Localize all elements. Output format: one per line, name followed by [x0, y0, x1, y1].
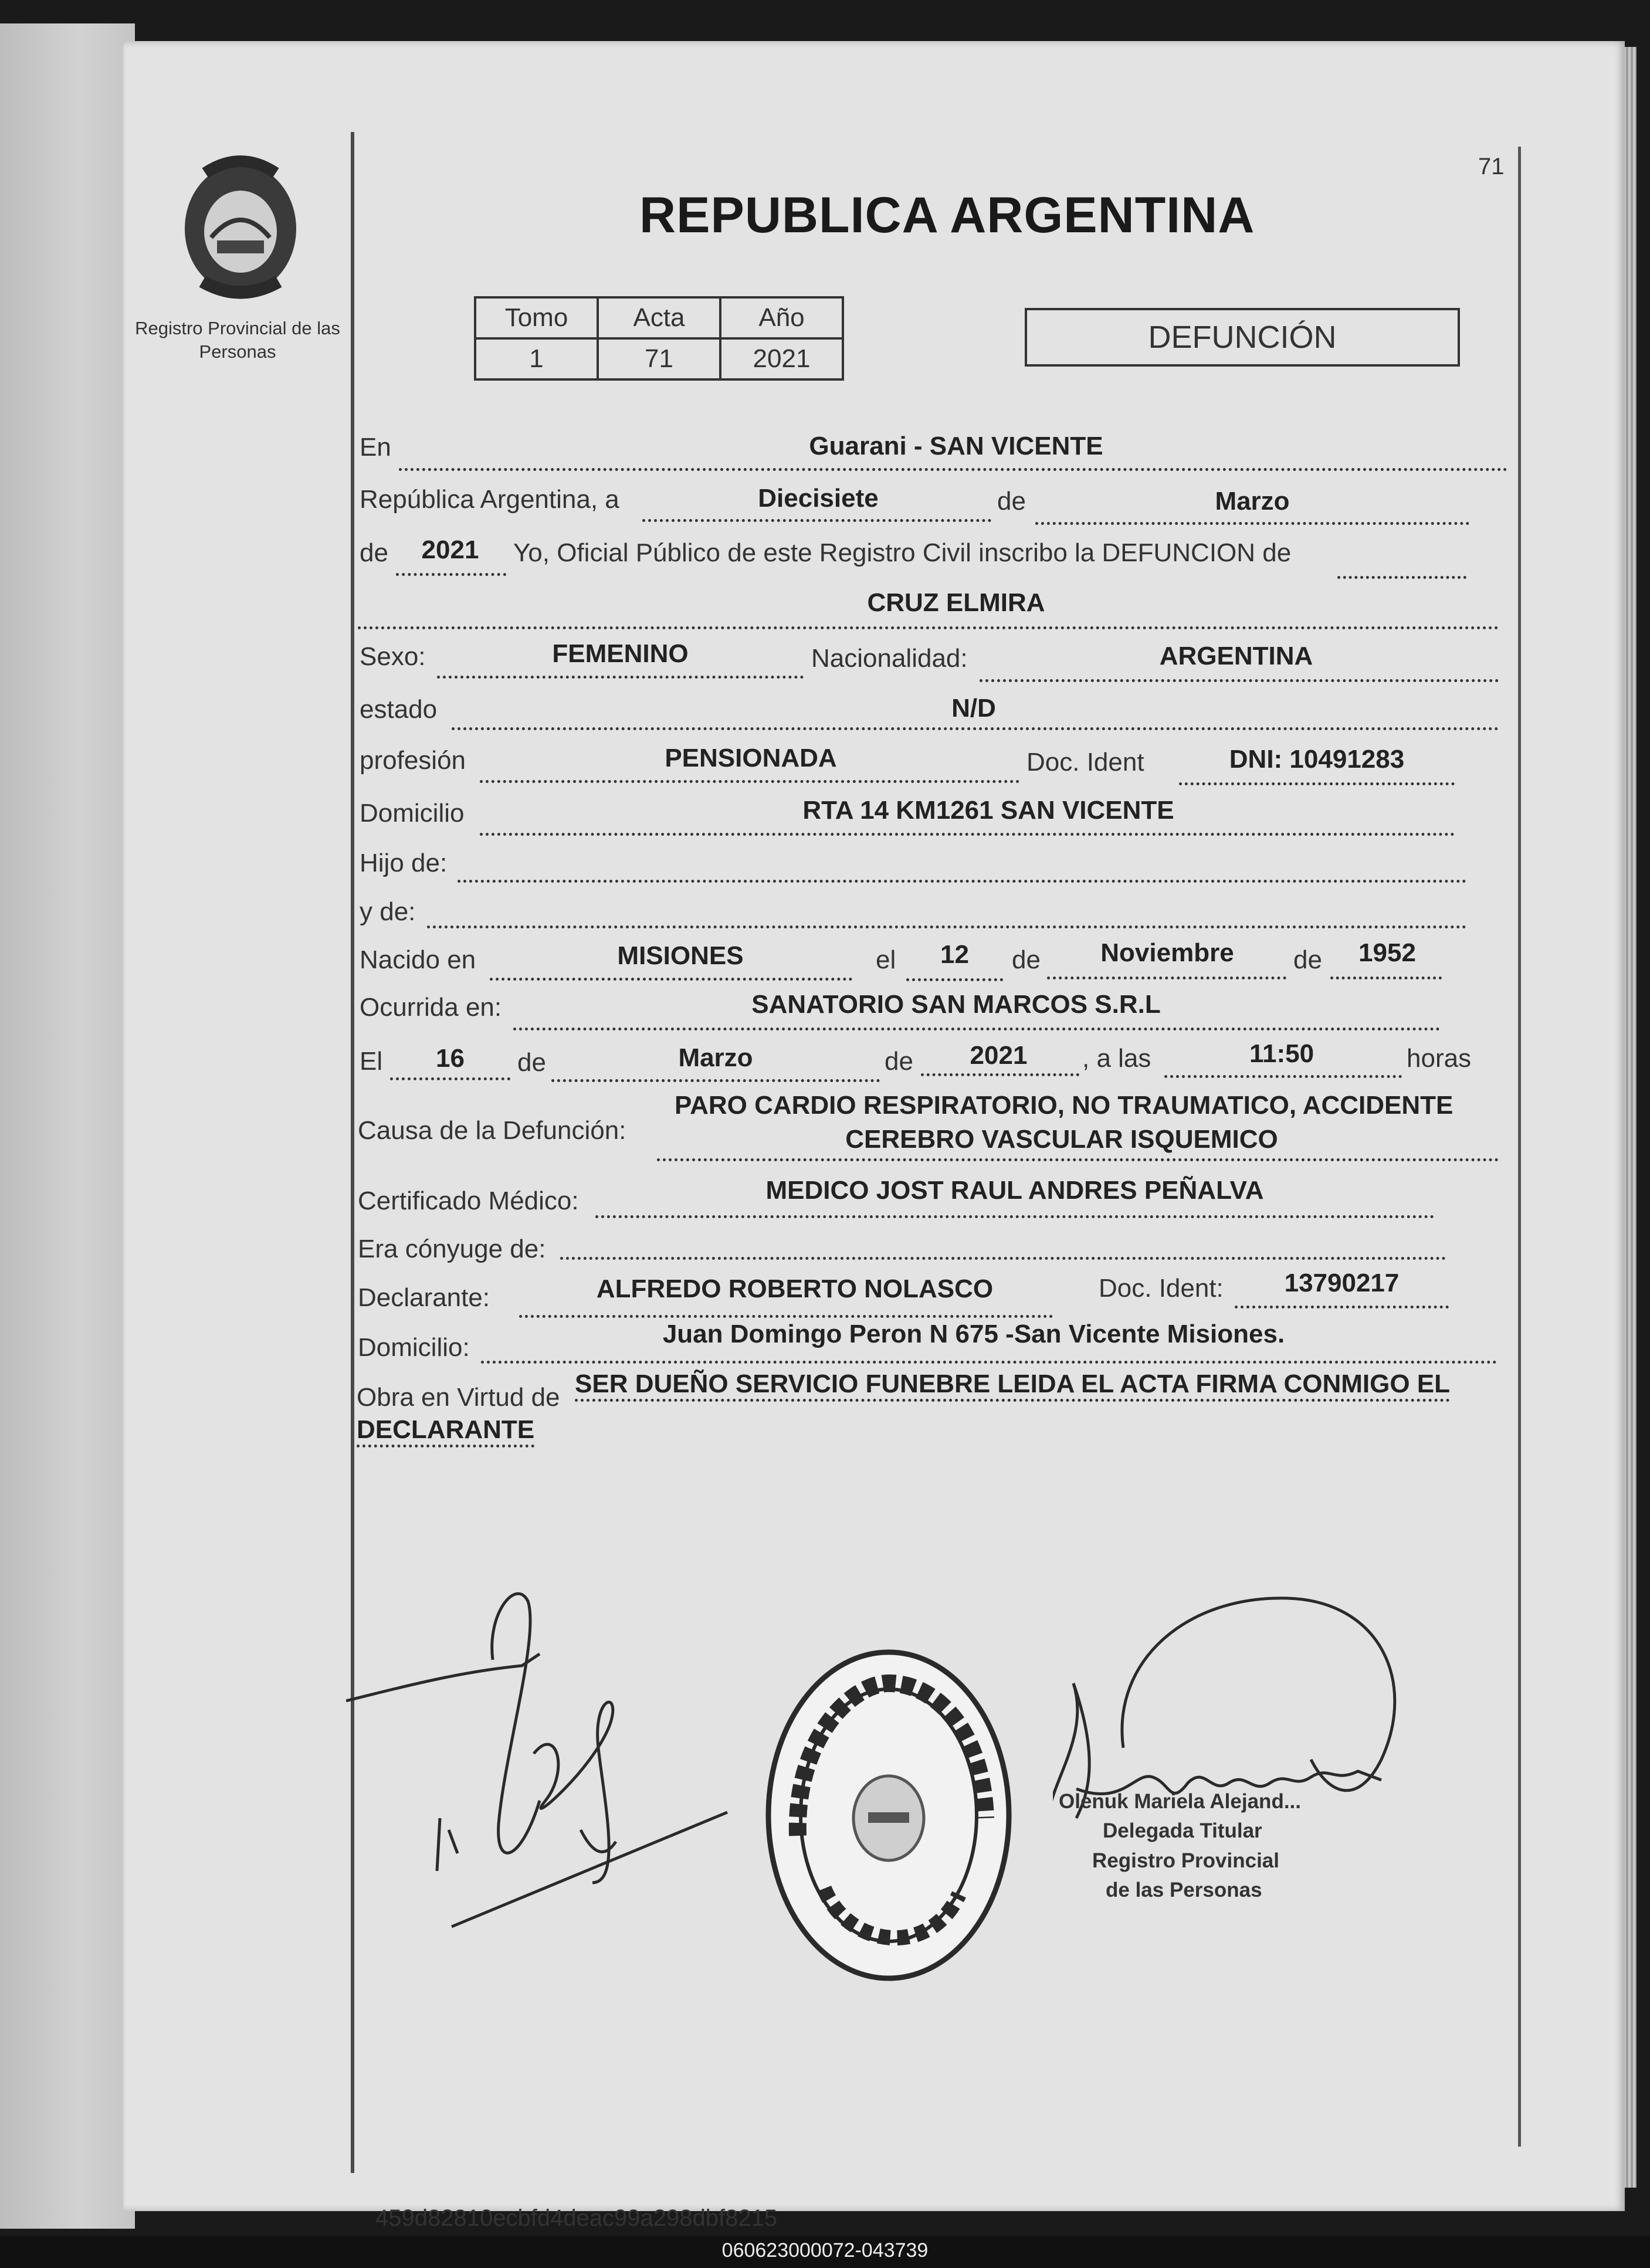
label-de: de	[1012, 945, 1041, 974]
dotted-line	[437, 676, 804, 679]
label-declarante: Declarante:	[358, 1283, 490, 1312]
label-obra: Obra en Virtud de	[357, 1383, 560, 1412]
dotted-line	[1047, 977, 1286, 979]
label-ocurrida-en: Ocurrida en:	[360, 993, 502, 1022]
dotted-line	[519, 1315, 1053, 1318]
label-yo-oficial: Yo, Oficial Público de este Registro Civil inscribo la DEFUNCION de	[513, 538, 1292, 567]
declarante-domicilio-value: Juan Domingo Peron N 675 -San Vicente Misiones.	[662, 1320, 1285, 1348]
label-estado: estado	[360, 695, 438, 724]
dotted-line	[490, 978, 852, 981]
dotted-line	[358, 626, 1499, 629]
acta-header: Acta	[598, 297, 720, 338]
causa-line-2: CEREBRO VASCULAR ISQUEMICO	[845, 1125, 1278, 1154]
dotted-line	[1337, 576, 1466, 579]
nac-anio-value: 1952	[1358, 938, 1416, 967]
nacionalidad-value: ARGENTINA	[1159, 642, 1313, 670]
label-hijo-de: Hijo de:	[360, 849, 448, 877]
tomo-value: 1	[475, 338, 598, 379]
nac-mes-value: Noviembre	[1100, 938, 1234, 967]
tomo-header: Tomo	[475, 297, 598, 338]
label-domicilio: Domicilio	[360, 799, 465, 828]
def-dia-value: 16	[436, 1044, 465, 1073]
def-mes-value: Marzo	[678, 1043, 753, 1072]
label-conyuge: Era cónyuge de:	[358, 1235, 546, 1263]
label-en: En	[360, 433, 391, 462]
dotted-line	[1164, 1075, 1402, 1078]
label-de: de	[517, 1048, 546, 1077]
right-margin-line	[1518, 147, 1521, 2147]
registry-table	[474, 296, 844, 381]
record-type-box: DEFUNCIÓN	[1025, 308, 1460, 367]
anio-value: 2021	[720, 338, 843, 379]
dotted-line	[906, 978, 1003, 981]
lugar-value: Guarani - SAN VICENTE	[809, 432, 1103, 460]
label-sexo: Sexo:	[360, 642, 426, 671]
dotted-line	[452, 727, 1499, 730]
page-number: 71	[1478, 154, 1505, 179]
dotted-line	[480, 833, 1455, 836]
official-name: Olenuk Mariela Alejand...	[1059, 1790, 1301, 1813]
label-republica: República Argentina, a	[360, 485, 619, 514]
anio-header: Año	[720, 297, 843, 338]
label-doc-ident: Doc. Ident:	[1099, 1274, 1224, 1303]
nacido-en-value: MISIONES	[617, 941, 744, 970]
dotted-line	[1179, 782, 1455, 785]
document-hash: 459d82810ecbfd4deac99a298dbf8215	[375, 2205, 778, 2231]
doc-ident-value: DNI: 10491283	[1229, 745, 1405, 774]
dotted-line	[980, 679, 1499, 682]
def-hora-value: 11:50	[1249, 1039, 1314, 1068]
document-title: REPUBLICA ARGENTINA	[639, 187, 1255, 243]
dotted-line	[480, 780, 1019, 783]
official-office-2: de las Personas	[1106, 1879, 1262, 1901]
obra-line-1: SER DUEÑO SERVICIO FUNEBRE LEIDA EL ACTA FIRMA CONMIGO EL	[575, 1369, 1450, 1402]
dotted-line	[458, 880, 1466, 883]
seal-caption: Registro Provincial de las Personas	[135, 318, 340, 362]
dotted-line	[1330, 977, 1442, 979]
label-causa: Causa de la Defunción:	[358, 1116, 626, 1145]
declarante-doc-value: 13790217	[1284, 1269, 1400, 1297]
dotted-line	[1035, 522, 1469, 525]
label-nacionalidad: Nacionalidad:	[811, 644, 968, 673]
mes-value: Marzo	[1215, 487, 1290, 516]
nombre-value: CRUZ ELMIRA	[867, 588, 1045, 617]
dotted-line	[642, 519, 991, 522]
dotted-line	[1235, 1306, 1449, 1308]
label-de: de	[1293, 945, 1322, 974]
label-doc-ident: Doc. Ident	[1026, 748, 1144, 777]
profesion-value: PENSIONADA	[665, 744, 837, 772]
label-de: de	[997, 487, 1026, 516]
previous-page	[0, 23, 135, 2229]
provincial-seal-icon	[170, 150, 311, 302]
dotted-line	[390, 1077, 510, 1080]
label-el: el	[876, 945, 896, 974]
dotted-line	[560, 1257, 1446, 1260]
label-horas: horas	[1407, 1044, 1472, 1073]
label-de: de	[360, 538, 388, 567]
label-domicilio: Domicilio:	[358, 1333, 470, 1362]
label-y-de: y de:	[360, 897, 416, 926]
dotted-line	[396, 573, 506, 576]
domicilio-value: RTA 14 KM1261 SAN VICENTE	[802, 796, 1174, 825]
causa-line-1: PARO CARDIO RESPIRATORIO, NO TRAUMATICO, ACCIDENTE	[675, 1091, 1454, 1120]
dia-letras-value: Diecisiete	[758, 484, 879, 513]
acta-value: 71	[598, 338, 720, 379]
label-a-las: , a las	[1082, 1044, 1151, 1073]
label-nacido-en: Nacido en	[360, 945, 476, 974]
dotted-line	[921, 1073, 1079, 1076]
sexo-value: FEMENINO	[552, 639, 689, 668]
dotted-line	[399, 468, 1507, 471]
dotted-line	[551, 1079, 880, 1082]
anio-value: 2021	[421, 535, 479, 564]
declarante-value: ALFREDO ROBERTO NOLASCO	[596, 1274, 994, 1303]
label-profesion: profesión	[360, 746, 466, 775]
official-role: Delegada Titular	[1103, 1819, 1262, 1842]
declarant-signature-icon	[346, 1578, 757, 1941]
dotted-line	[657, 1158, 1499, 1161]
label-certificado: Certificado Médico:	[358, 1186, 579, 1215]
obra-line-2: DECLARANTE	[357, 1415, 534, 1447]
def-anio-value: 2021	[970, 1041, 1028, 1070]
scan-id: 060623000072-043739	[721, 2239, 929, 2262]
dotted-line	[481, 1361, 1497, 1364]
ocurrida-en-value: SANATORIO SAN MARCOS S.R.L	[751, 990, 1161, 1019]
label-de: de	[885, 1047, 913, 1076]
dotted-line	[427, 925, 1466, 928]
certificado-value: MEDICO JOST RAUL ANDRES PEÑALVA	[765, 1176, 1264, 1205]
official-stamp-icon	[760, 1642, 1018, 1988]
label-el: El	[360, 1047, 383, 1076]
nac-dia-value: 12	[940, 940, 969, 969]
dotted-line	[513, 1028, 1440, 1030]
dotted-line	[595, 1215, 1434, 1218]
estado-value: N/D	[951, 694, 996, 723]
official-office-1: Registro Provincial	[1092, 1849, 1279, 1872]
